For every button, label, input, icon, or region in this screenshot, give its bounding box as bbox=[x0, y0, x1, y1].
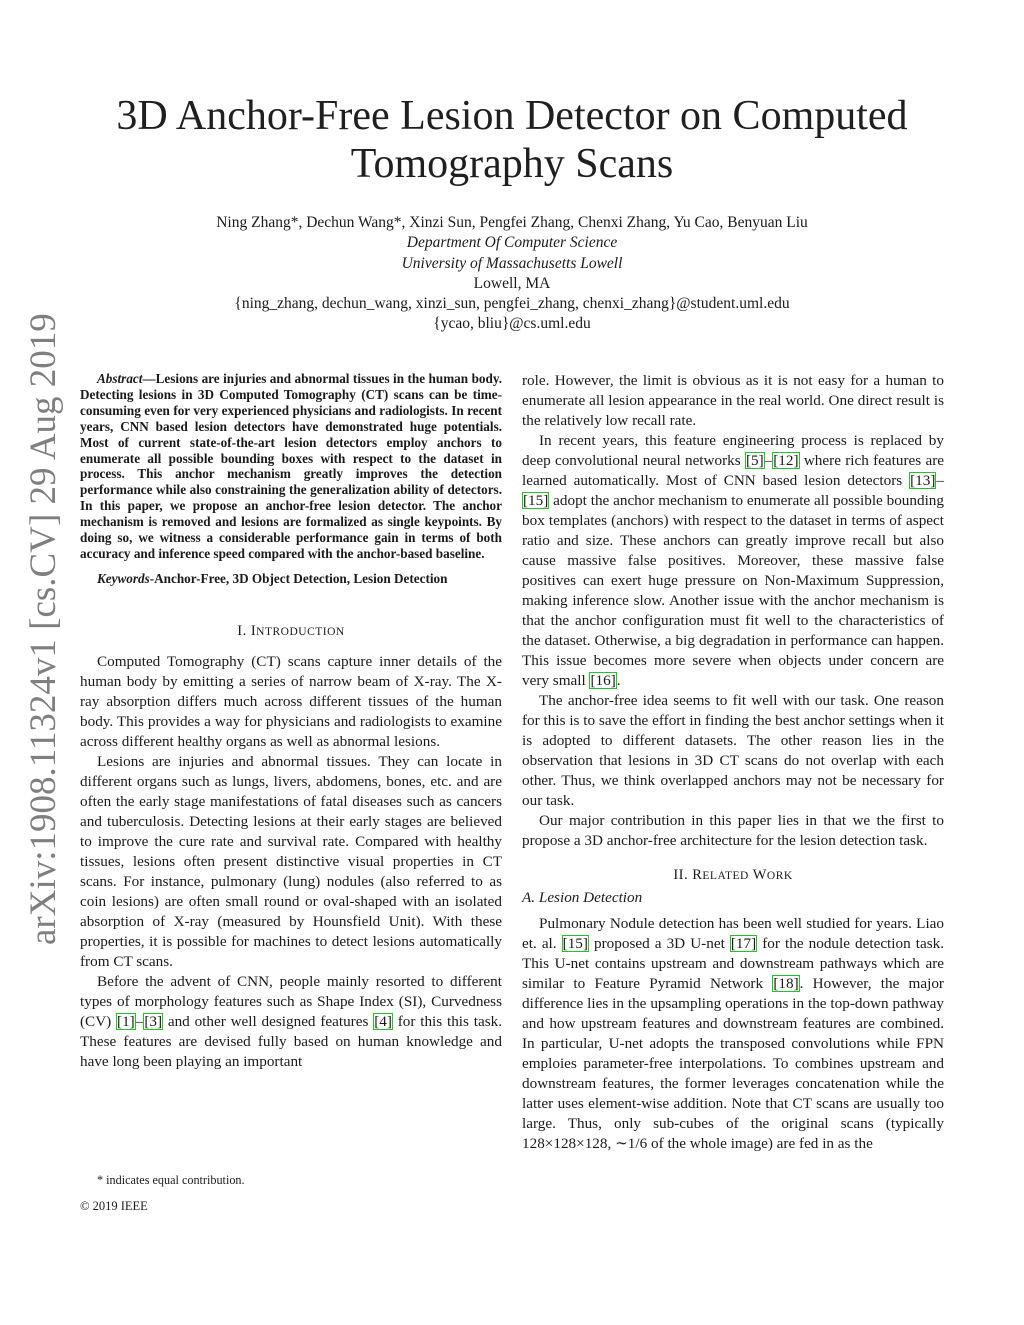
emails-student: {ning_zhang, dechun_wang, xinzi_sun, pengfei_zhang, chenxi_zhang}@student.uml.edu bbox=[234, 295, 790, 313]
paragraph bbox=[522, 431, 944, 691]
citation-link[interactable]: [15] bbox=[562, 935, 588, 952]
citation-link[interactable]: [18] bbox=[773, 975, 799, 992]
abstract-text: —Lesions are injuries and abnormal tissues in the human body. Detecting lesions in 3D Computed Tomography (CT) scans can be time-consuming even for very experienced physicians and radiologists. In recent years, CNN based lesion detectors have demonstrated huge potentials. Most of current state-of-the-art lesion detectors employ anchors to enumerate all possible bounding boxes with respect to the dataset in process. This anchor mechanism greatly improves the detection performance while also constraining the generalization ability of detectors. In this paper, we propose an anchor-free lesion detector. The anchor mechanism is removed and lesions are formalized as single keypoints. By doing so, we witness a considerable performance gain in terms of both accuracy and inference speed compared with the anchor-based baseline. bbox=[80, 371, 502, 561]
text-run: . bbox=[616, 672, 621, 689]
right-column bbox=[522, 371, 944, 1154]
text-run: for the nodule detection task. This U-net contains upstream and downstream pathways which are similar to Feature Pyramid Network bbox=[522, 935, 945, 992]
text-run: Pulmonary Nodule detection has been well studied for years. Liao et. al. bbox=[522, 915, 944, 952]
text-run: where rich features are learned automatically. Most of CNN based lesion detectors bbox=[522, 452, 944, 489]
abstract-label: Abstract bbox=[97, 371, 143, 386]
section-numeral: II. R bbox=[673, 867, 703, 883]
section-title: NTRODUCTION bbox=[256, 625, 345, 638]
citation-link[interactable]: [15] bbox=[523, 492, 549, 509]
author-block bbox=[120, 213, 904, 335]
citation-link[interactable]: [12] bbox=[773, 452, 799, 469]
section-title: W bbox=[748, 867, 767, 883]
department: Department Of Computer Science bbox=[406, 234, 618, 252]
citation-link[interactable]: [5] bbox=[745, 452, 764, 469]
text-run: for this this task. These features are devised fully based on human knowledge and have long been playing an important bbox=[80, 1012, 502, 1070]
paragraph-continued: role. However, the limit is obvious as it is not easy for a human to enumerate all lesion appearance in the real world. One direct result is the relatively low recall rate. bbox=[522, 372, 944, 429]
copyright: © 2019 IEEE bbox=[80, 1199, 148, 1213]
paragraph: Computed Tomography (CT) scans capture inner details of the human body by emitting a series of narrow beam of X-ray. The X-ray absorption differs much across different tissues of the human body. This provides a way for physicians and radiologists to examine across different healthy organs as well as abnormal lesions. bbox=[80, 652, 502, 750]
section-heading-related-work bbox=[522, 865, 944, 886]
authors: Ning Zhang*, Dechun Wang*, Xinzi Sun, Pengfei Zhang, Chenxi Zhang, Yu Cao, Benyuan Liu bbox=[216, 214, 808, 231]
citation-link[interactable]: [17] bbox=[730, 935, 757, 952]
paragraph: The anchor-free idea seems to fit well with our task. One reason for this is to save the effort in finding the best anchor settings when it is adopted to different datasets. The other reason lies in the observation that lesions in 3D CT scans do not overlap with each other. Thus, we think overlapped anchors may not be necessary for our task. bbox=[522, 692, 944, 809]
citation-link[interactable]: [4] bbox=[374, 1012, 392, 1030]
text-run: – bbox=[135, 1012, 144, 1030]
text-run: – bbox=[936, 472, 944, 489]
paragraph: Lesions are injuries and abnormal tissues. They can locate in different organs such as lungs, livers, abdomens, bones, etc. and are often the early stage manifestations of fatal diseases such as cancers and tuberculosis. Detecting lesions at their early stages are believed to improve the cure rate and survival rate. Compared with healthy tissues, lesions often present distinctive visual properties in CT scans. For instance, pulmonary (lung) nodules (also referred to as coin lesions) are often small round or oval-shaped with an isolated absorption of X-ray (measured by Hounsfield Unit). With these properties, it is possible for machines to detect lesions automatically from CT scans. bbox=[80, 752, 502, 970]
location: Lowell, MA bbox=[473, 274, 551, 292]
paragraph bbox=[522, 914, 944, 1154]
paragraph bbox=[80, 972, 502, 1072]
citation-link[interactable]: [3] bbox=[144, 1012, 163, 1030]
text-run: . However, the major difference lies in the upsampling operations in the top-down pathway and how upstream features and downstream features are combined. In particular, U-net adopts the transposed convolutions while FPN emploies parameter-free interpolations. To combines upstream and downstream features, the former leverages concatenation while the latter uses element-wise addition. Note that CT scans are usually too large. Thus, only sub-cubes of the original scans (typically 128×128×128, ∼1/6 of the whole image) are fed in as the bbox=[522, 975, 944, 1152]
emails-faculty: {ycao, bliu}@cs.uml.edu bbox=[433, 315, 591, 333]
subsection-heading: A. Lesion Detection bbox=[522, 889, 643, 906]
footnote: * indicates equal contribution. bbox=[97, 1173, 245, 1187]
section-numeral: I. I bbox=[237, 622, 257, 639]
text-run: In recent years, this feature engineering process is replaced by deep convolutional neural networks bbox=[522, 432, 944, 469]
keywords-label: Keywords bbox=[97, 570, 150, 586]
arxiv-stamp: arXiv:1908.11324v1 [cs.CV] 29 Aug 2019 bbox=[23, 313, 64, 945]
citation-link[interactable]: [13] bbox=[910, 472, 936, 489]
text-run: – bbox=[764, 452, 773, 469]
section-title: ORK bbox=[766, 870, 793, 882]
citation-link[interactable]: [1] bbox=[117, 1012, 135, 1030]
paragraph: Our major contribution in this paper lies in that we the first to propose a 3D anchor-free architecture for the lesion detection task. bbox=[522, 812, 944, 849]
left-column bbox=[80, 371, 502, 1072]
text-run: and other well designed features bbox=[163, 1012, 374, 1030]
text-run: Before the advent of CNN, people mainly resorted to different types of morphology features such as Shape Index (SI), Curvedness (CV) bbox=[80, 972, 502, 1030]
citation-link[interactable]: [16] bbox=[590, 672, 616, 689]
abstract bbox=[80, 371, 502, 562]
text-run: adopt the anchor mechanism to enumerate all possible bounding box templates (anchors) with respect to the dataset in terms of aspect ratio and size. These anchors can greatly improve recall but also cause massive false positives. Moreover, these massive false positives can exert huge pressure on Non-Maximum Suppression, making inference slow. Another issue with the anchor mechanism is that the anchor configuration must fit well to the characteristics of the dataset. Otherwise, a big degradation in performance can happen. This issue becomes more severe when objects under concern are very small bbox=[522, 492, 944, 689]
keywords bbox=[80, 571, 502, 587]
section-title: ELATED bbox=[702, 870, 749, 882]
section-heading-introduction bbox=[80, 621, 502, 642]
text-run: proposed a 3D U-net bbox=[588, 935, 730, 952]
paper-title: 3D Anchor-Free Lesion Detector on Computed Tomography Scans bbox=[116, 93, 908, 187]
keywords-text: -Anchor-Free, 3D Object Detection, Lesion Detection bbox=[149, 570, 448, 586]
university: University of Massachusetts Lowell bbox=[401, 254, 623, 272]
